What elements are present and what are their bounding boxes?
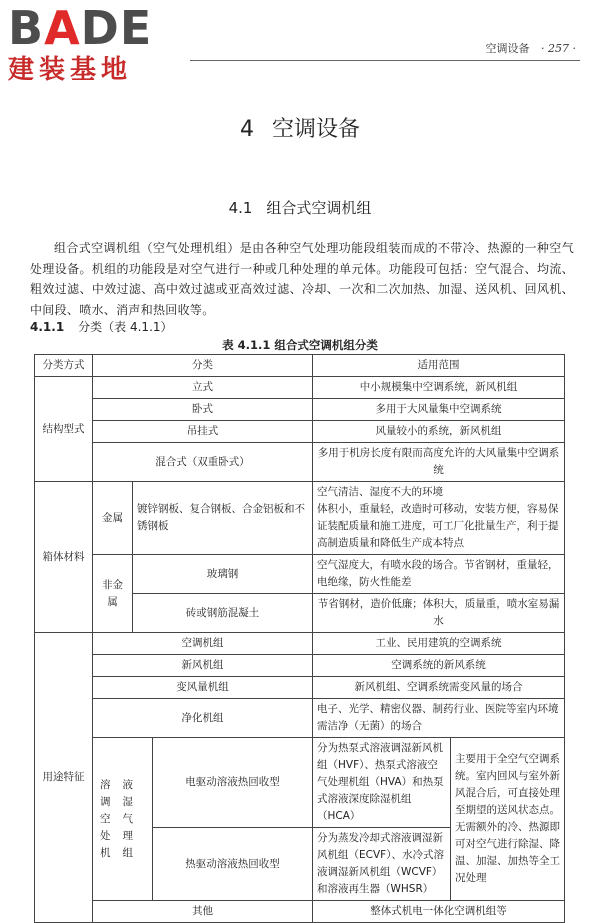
scope-cell: 风量较小的系统，新风机组: [313, 421, 565, 443]
detail-cell: 分为热泵式溶液调湿新风机组（HVF）、热泵式溶液空气处理机组（HVA）和热泵式溶液深度除湿机组（HCA）: [313, 738, 451, 828]
scope-cell: 空气清洁、湿度不大的环境 体积小，重量轻，改造时可移动，安装方便，容易保证装配质量和施工进度，可工厂化批量生产，利于提高制造质量和降低生产成本特点: [313, 482, 565, 555]
section-name: 组合式空调机组: [266, 199, 372, 217]
table-caption: 表 4.1.1 组合式空调机组分类: [222, 338, 378, 352]
bade-logo: [8, 1, 178, 94]
category-cell: 其他: [93, 901, 313, 923]
subsection-title: 分类（表 4.1.1）: [78, 320, 173, 334]
category-cell: 卧式: [93, 399, 313, 421]
category-cell: 玻璃钢: [133, 555, 313, 594]
group-structure: 结构型式: [35, 377, 93, 482]
scope-cell: 空调系统的新风系统: [313, 655, 565, 677]
section-title: [0, 197, 600, 218]
header-method: 分类方式: [35, 355, 93, 377]
solution-scope-cell: 主要用于全空气空调系统。室内回风与室外新风混合后，可直接处理至期望的送风状态点。无需额外的冷、热源即可对空气进行除湿、降温、加湿、加热等全工况处理: [451, 738, 565, 901]
table-row: [35, 399, 565, 421]
table-row: [35, 443, 565, 482]
group-usage: 用途特征: [35, 633, 93, 923]
header-category: 分类: [93, 355, 313, 377]
category-cell: 电驱动溶液热回收型: [153, 738, 313, 828]
table-row: [35, 421, 565, 443]
logo-wordmark: BADE: [8, 1, 153, 55]
category-cell: 砖或钢筋混凝土: [133, 594, 313, 633]
subsection-number: 4.1.1: [30, 320, 65, 334]
table-row: [35, 699, 565, 738]
category-cell: 净化机组: [93, 699, 313, 738]
chapter-name: 空调设备: [271, 117, 360, 142]
category-cell: 空调机组: [93, 633, 313, 655]
scope-cell: 电子、光学、精密仪器、制药行业、医院等室内环境需洁净（无菌）的场合: [313, 699, 565, 738]
table-row: [35, 482, 565, 555]
scope-cell: 多用于大风量集中空调系统: [313, 399, 565, 421]
intro-paragraph: 组合式空调机组（空气处理机组）是由各种空气处理功能段组装而成的不带冷、热源的一种空气处理设备。机组的功能段是对空气进行一种或几种处理的单元体。功能段可包括：空气混合、均流、粗效过滤、中效过滤、高中效过滤或亚高效过滤、冷却、一次和二次加热、加湿、送风机、回风机、中间段、喷水、消声和热回收等。: [30, 241, 574, 317]
scope-cell: 多用于机房长度有限而高度允许的大风量集中空调系统: [313, 443, 565, 482]
classification-table: [34, 354, 565, 923]
subsection-heading: [30, 318, 173, 335]
table-row: [35, 633, 565, 655]
nonmetal-label: 非金属: [93, 555, 133, 633]
scope-cell: 空气湿度大，有喷水段的场合。节省钢材，重量轻，电绝缘，防火性能差: [313, 555, 565, 594]
scope-cell: 整体式机电一体化空调机组等: [313, 901, 565, 923]
section-number: 4.1: [228, 199, 253, 217]
category-cell: 新风机组: [93, 655, 313, 677]
category-cell: 变风量机组: [93, 677, 313, 699]
table-row: [35, 901, 565, 923]
table-header-row: [35, 355, 565, 377]
table-row: [35, 555, 565, 594]
chapter-title: [0, 112, 600, 143]
table-row: [35, 677, 565, 699]
scope-cell: 节省钢材，造价低廉；体积大，质量重，喷水室易漏水: [313, 594, 565, 633]
table-row: [35, 377, 565, 399]
logo-subtitle: 建装基地: [8, 55, 133, 85]
table-row: [35, 738, 565, 828]
scope-cell: 新风机组、空调系统需变风量的场合: [313, 677, 565, 699]
table-row: [35, 655, 565, 677]
running-head-title: 空调设备: [485, 42, 530, 55]
scope-cell: 中小规模集中空调系统，新风机组: [313, 377, 565, 399]
category-cell: 镀锌钢板、复合钢板、合金铝板和不锈钢板: [133, 482, 313, 555]
page-number: · 257 ·: [541, 42, 576, 55]
group-casing: 箱体材料: [35, 482, 93, 633]
metal-label: 金属: [93, 482, 133, 555]
solution-label: 溶液调湿空气处理机组: [93, 738, 153, 901]
category-cell: 混合式（双重卧式）: [93, 443, 313, 482]
chapter-number: 4: [239, 117, 254, 142]
category-cell: 立式: [93, 377, 313, 399]
detail-cell: 分为蒸发冷却式溶液调湿新风机组（ECVF）、水冷式溶液调湿新风机组（WCVF）和溶液再生器（WHSR）: [313, 828, 451, 901]
category-cell: 热驱动溶液热回收型: [153, 828, 313, 901]
header-rule: [190, 60, 580, 61]
header-scope: 适用范围: [313, 355, 565, 377]
running-head: [486, 40, 576, 56]
scope-cell: 工业、民用建筑的空调系统: [313, 633, 565, 655]
category-cell: 吊挂式: [93, 421, 313, 443]
